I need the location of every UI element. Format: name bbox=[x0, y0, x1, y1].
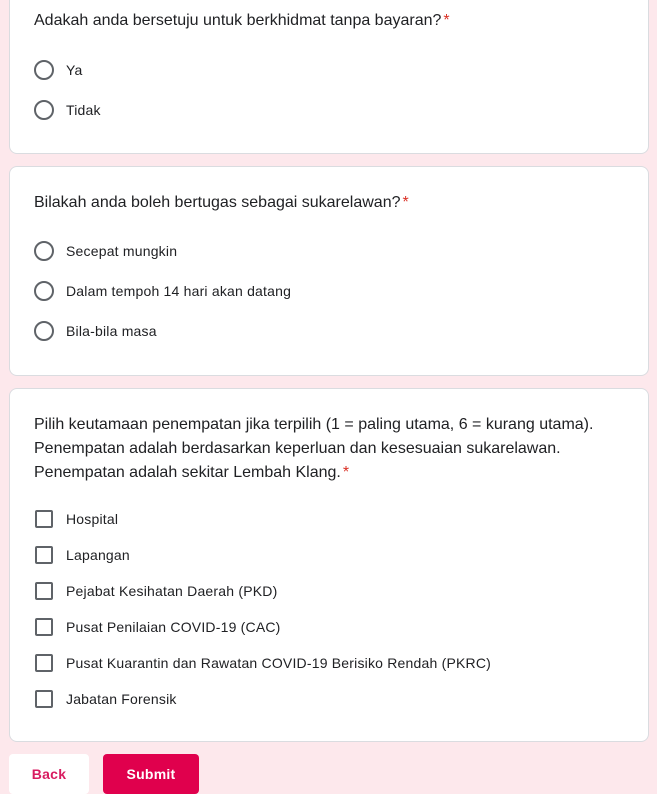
question-title bbox=[34, 9, 608, 33]
question-text: Adakah anda bersetuju untuk berkhidmat tanpa bayaran? bbox=[34, 12, 442, 29]
radio-button[interactable] bbox=[34, 241, 54, 261]
checkbox-option-cac[interactable] bbox=[34, 615, 281, 639]
option-label: Jabatan Forensik bbox=[66, 691, 177, 707]
checkbox[interactable] bbox=[35, 582, 53, 600]
checkbox-option-pkd[interactable] bbox=[34, 579, 277, 603]
question-text-line-1: Pilih keutamaan penempatan jika terpilih (1 = paling utama, 6 = kurang utama). bbox=[34, 416, 594, 433]
radio-button[interactable] bbox=[34, 281, 54, 301]
radio-option-tidak[interactable] bbox=[34, 98, 101, 122]
required-asterisk: * bbox=[402, 194, 409, 211]
checkbox[interactable] bbox=[35, 546, 53, 564]
radio-button[interactable] bbox=[34, 100, 54, 120]
checkbox[interactable] bbox=[35, 654, 53, 672]
question-text-line-3: Penempatan adalah sekitar Lembah Klang. bbox=[34, 464, 341, 481]
option-label: Bila-bila masa bbox=[66, 323, 157, 339]
radio-option-14-hari[interactable] bbox=[34, 279, 291, 303]
option-label: Dalam tempoh 14 hari akan datang bbox=[66, 283, 292, 299]
checkbox-option-hospital[interactable] bbox=[34, 507, 118, 531]
option-label: Tidak bbox=[66, 102, 101, 118]
option-label: Pusat Penilaian COVID-19 (CAC) bbox=[66, 619, 281, 635]
radio-button[interactable] bbox=[34, 60, 54, 80]
required-asterisk: * bbox=[443, 12, 450, 29]
option-label: Ya bbox=[66, 62, 83, 78]
checkbox[interactable] bbox=[35, 618, 53, 636]
question-title bbox=[34, 191, 608, 215]
back-button[interactable]: Back bbox=[9, 754, 89, 794]
option-label: Pusat Kuarantin dan Rawatan COVID-19 Berisiko Rendah (PKRC) bbox=[66, 655, 491, 671]
question-text: Bilakah anda boleh bertugas sebagai sukarelawan? bbox=[34, 194, 401, 211]
checkbox[interactable] bbox=[35, 690, 53, 708]
radio-option-bila-bila-masa[interactable] bbox=[34, 319, 157, 343]
checkbox-option-jabatan-forensik[interactable] bbox=[34, 687, 177, 711]
radio-option-secepat-mungkin[interactable] bbox=[34, 239, 177, 263]
question-title bbox=[34, 413, 608, 485]
checkbox[interactable] bbox=[35, 510, 53, 528]
question-card-placement-priority bbox=[9, 388, 649, 742]
submit-button[interactable]: Submit bbox=[103, 754, 199, 794]
option-label: Lapangan bbox=[66, 547, 130, 563]
question-card-service-without-pay bbox=[9, 0, 649, 154]
question-card-availability bbox=[9, 166, 649, 376]
option-label: Pejabat Kesihatan Daerah (PKD) bbox=[66, 583, 278, 599]
required-asterisk: * bbox=[342, 464, 350, 481]
radio-option-ya[interactable] bbox=[34, 58, 83, 82]
checkbox-option-pkrc[interactable] bbox=[34, 651, 491, 675]
option-label: Secepat mungkin bbox=[66, 243, 178, 259]
option-label: Hospital bbox=[66, 511, 119, 527]
checkbox-option-lapangan[interactable] bbox=[34, 543, 130, 567]
radio-button[interactable] bbox=[34, 321, 54, 341]
question-text-line-2: Penempatan adalah berdasarkan keperluan dan kesesuaian sukarelawan. bbox=[34, 440, 561, 457]
